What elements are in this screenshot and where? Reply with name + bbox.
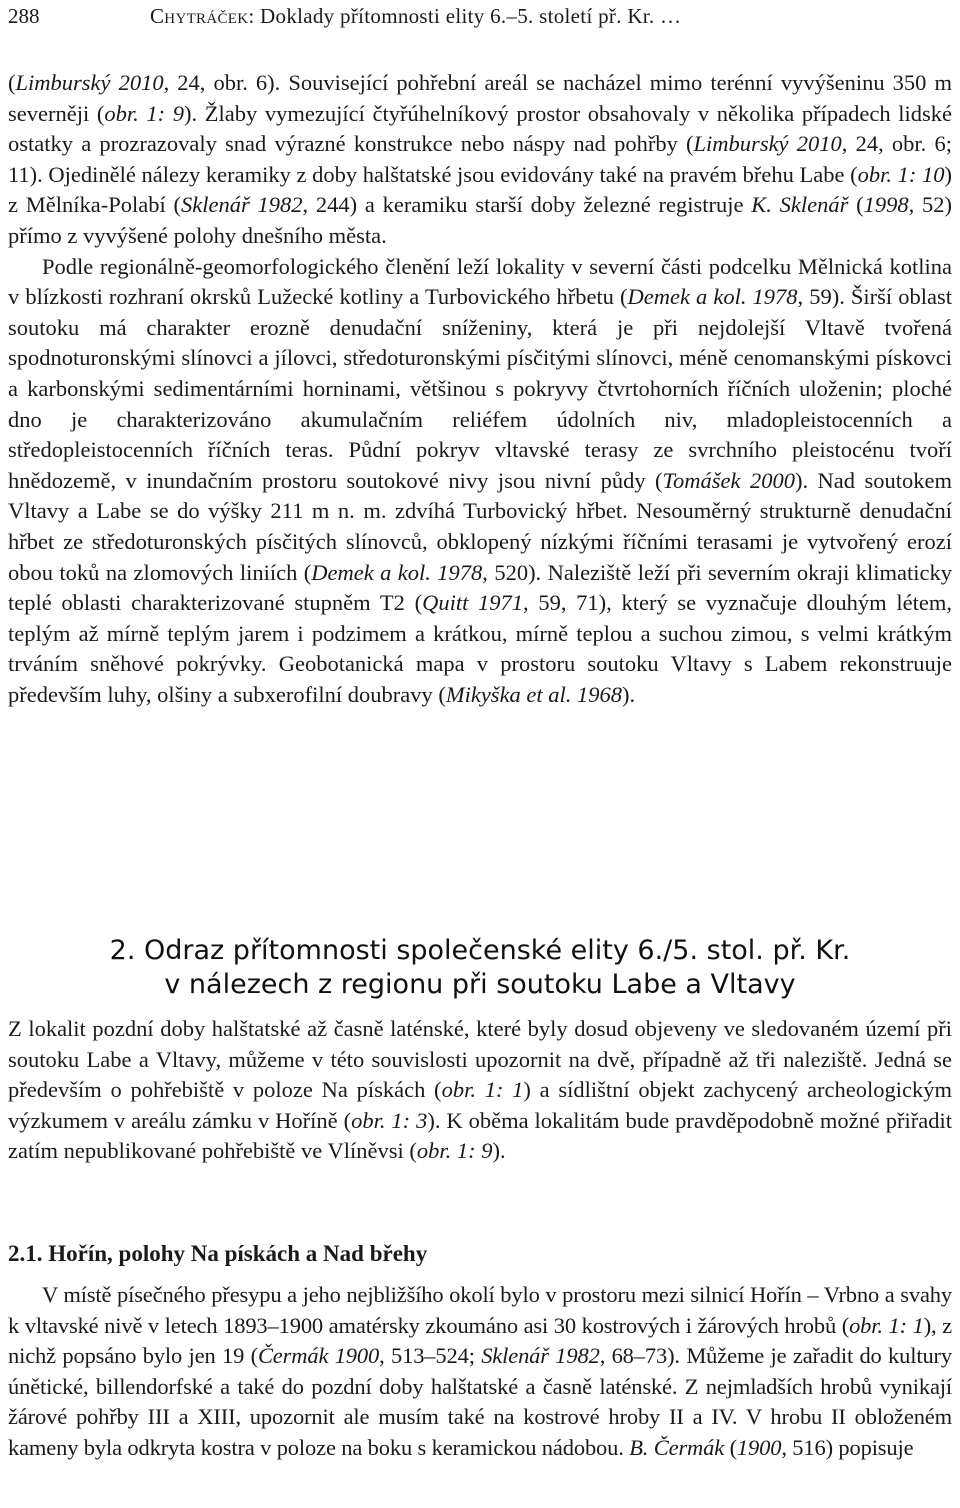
paragraph: Z lokalit pozdní doby halštatské až časně laténské, které byly dosud objeveny ve sledovaném území při soutoku Labe a Vltavy, můžeme v této souvislosti upozornit na dvě, případně až tři naleziště. Jedná se především o pohřebiště v poloze Na pískách (obr. 1: 1) a sídlištní objekt zachycený archeologickým výzkumem v areálu zámku v Hoříně (obr. 1: 3). K oběma lokalitám bude pravděpodobně možné přiřadit zatím nepublikované pohřebiště ve Vlíněvsi (obr. 1: 9). bbox=[8, 1016, 952, 1164]
citation: Demek a kol. 1978 bbox=[311, 559, 483, 585]
citation: Tomášek 2000 bbox=[662, 467, 795, 493]
citation: obr. 1: 3 bbox=[351, 1107, 428, 1133]
citation: obr. 1: 1 bbox=[441, 1077, 524, 1103]
section2-body bbox=[8, 1014, 952, 1167]
citation: obr. 1: 9 bbox=[416, 1138, 493, 1164]
citation: Demek a kol. 1978 bbox=[627, 284, 798, 310]
running-author: Chytráček bbox=[150, 4, 249, 28]
citation: Sklenář 1982 bbox=[481, 1343, 600, 1369]
citation: obr. 1: 10 bbox=[857, 161, 945, 187]
citation: Limburský 2010 bbox=[693, 131, 842, 157]
citation: 1900 bbox=[736, 1434, 782, 1460]
citation: B. Čermák bbox=[629, 1434, 725, 1460]
citation: obr. 1: 9 bbox=[104, 100, 185, 126]
running-title bbox=[150, 4, 681, 29]
section-heading-line2: v nálezech z regionu při soutoku Labe a Vltavy bbox=[164, 969, 796, 1001]
section21-body bbox=[8, 1280, 952, 1464]
citation: obr. 1: 1 bbox=[849, 1312, 924, 1338]
paragraph: Podle regionálně-geomorfologického členění leží lokality v severní části podcelku Mělnická kotlina v blízkosti rozhraní okrsků Lužecké kotliny a Turbovického hřbetu (Demek a kol. 1978, 59). Širší oblast soutoku má charakter erozně denudační sníženiny, která je při nejdolejší Vltavě tvořená spodnoturonskými slínovci a jílovci, středoturonskými písčitými slínovci, méně cenomanskými pískovci a karbonskými sedimentárními horninami, většinou s pokryvy čtvrtohorních říčních uloženin; ploché dno je charakterizováno akumulačním reliéfem údolních niv, mladopleistocenních a středopleistocenních říčních teras. Půdní pokryv vltavské terasy ze svrchního pleistocénu tvoří hnědozemě, v inundačním prostoru soutokové nivy jsou nivní půdy (Tomášek 2000). Nad soutokem Vltavy a Labe se do výšky 211 m n. m. zdvíhá Turbovický hřbet. Nesouměrný strukturně denudační hřbet ze středoturonských písčitých slínovců, obklopený nízkými říčními terasami je vytvořený erozí obou toků na zlomových liniích (Demek a kol. 1978, 520). Naleziště leží při severním okraji klimaticky teplé oblasti charakterizované stupněm T2 (Quitt 1971, 59, 71), který se vyznačuje dlouhým létem, teplým až mírně teplým jarem i podzimem a krátkou, mírně teplou a suchou zimou, s velmi krátkým trváním sněhové pokrývky. Geobotanická mapa v prostoru soutoku Vltavy s Labem rekonstruuje především luhy, olšiny a subxerofilní doubravy (Mikyška et al. 1968). bbox=[8, 253, 952, 707]
subsection-heading: 2.1. Hořín, polohy Na pískách a Nad břehy bbox=[8, 1241, 428, 1266]
running-title-text: : Doklady přítomnosti elity 6.–5. století př. Kr. … bbox=[248, 4, 682, 28]
citation: Sklenář 1982 bbox=[180, 192, 303, 218]
citation: Quitt 1971 bbox=[422, 590, 524, 616]
intro-section bbox=[8, 68, 952, 710]
section-heading-line1: 2. Odraz přítomnosti společenské elity 6./5. stol. př. Kr. bbox=[109, 935, 851, 967]
citation: Čermák 1900 bbox=[257, 1343, 380, 1369]
section-heading bbox=[8, 934, 952, 1002]
paragraph: V místě písečného přesypu a jeho nejbližšího okolí bylo v prostoru mezi silnicí Hořín – Vrbno a svahy k vltavské nivě v letech 1893–1900 amatérsky zkoumáno asi 30 kostrových i žárových hrobů (obr. 1: 1), z nichž popsáno bylo jen 19 (Čermák 1900, 513–524; Sklenář 1982, 68–73). Můžeme je zařadit do kultury únětické, billendorfské a také do pozdní doby halštatské a časně laténské. Z nejmladších hrobů vynikají žárové pohřby III a XIII, upozornit ale musím také na kostrové hroby II a IV. V hrobu II obloženém kameny byla odkryta kostra v poloze na boku s keramickou nádobou. B. Čermák (1900, 516) popisuje bbox=[8, 1282, 953, 1460]
citation: Mikyška et al. 1968 bbox=[445, 681, 623, 707]
citation: Limburský 2010 bbox=[15, 70, 164, 95]
page-number: 288 bbox=[8, 4, 40, 28]
citation: K. Sklenář bbox=[751, 192, 849, 218]
citation: 1998 bbox=[863, 192, 909, 218]
paragraph: (Limburský 2010, 24, obr. 6). Související pohřební areál se nacházel mimo terénní vyvýšeninu 350 m severněji (obr. 1: 9). Žlaby vymezující čtyřúhelníkový prostor obsahovaly v několika případech lidské ostatky a prozrazovaly snad výrazné konstrukce nebo náspy nad pohřby (Limburský 2010, 24, obr. 6; 11). Ojedinělé nálezy keramiky z doby halštatské jsou evidovány také na pravém břehu Labe (obr. 1: 10) z Mělníka-Polabí (Sklenář 1982, 244) a keramiku starší doby železné registruje K. Sklenář (1998, 52) přímo z vyvýšené polohy dnešního města. bbox=[8, 70, 953, 248]
